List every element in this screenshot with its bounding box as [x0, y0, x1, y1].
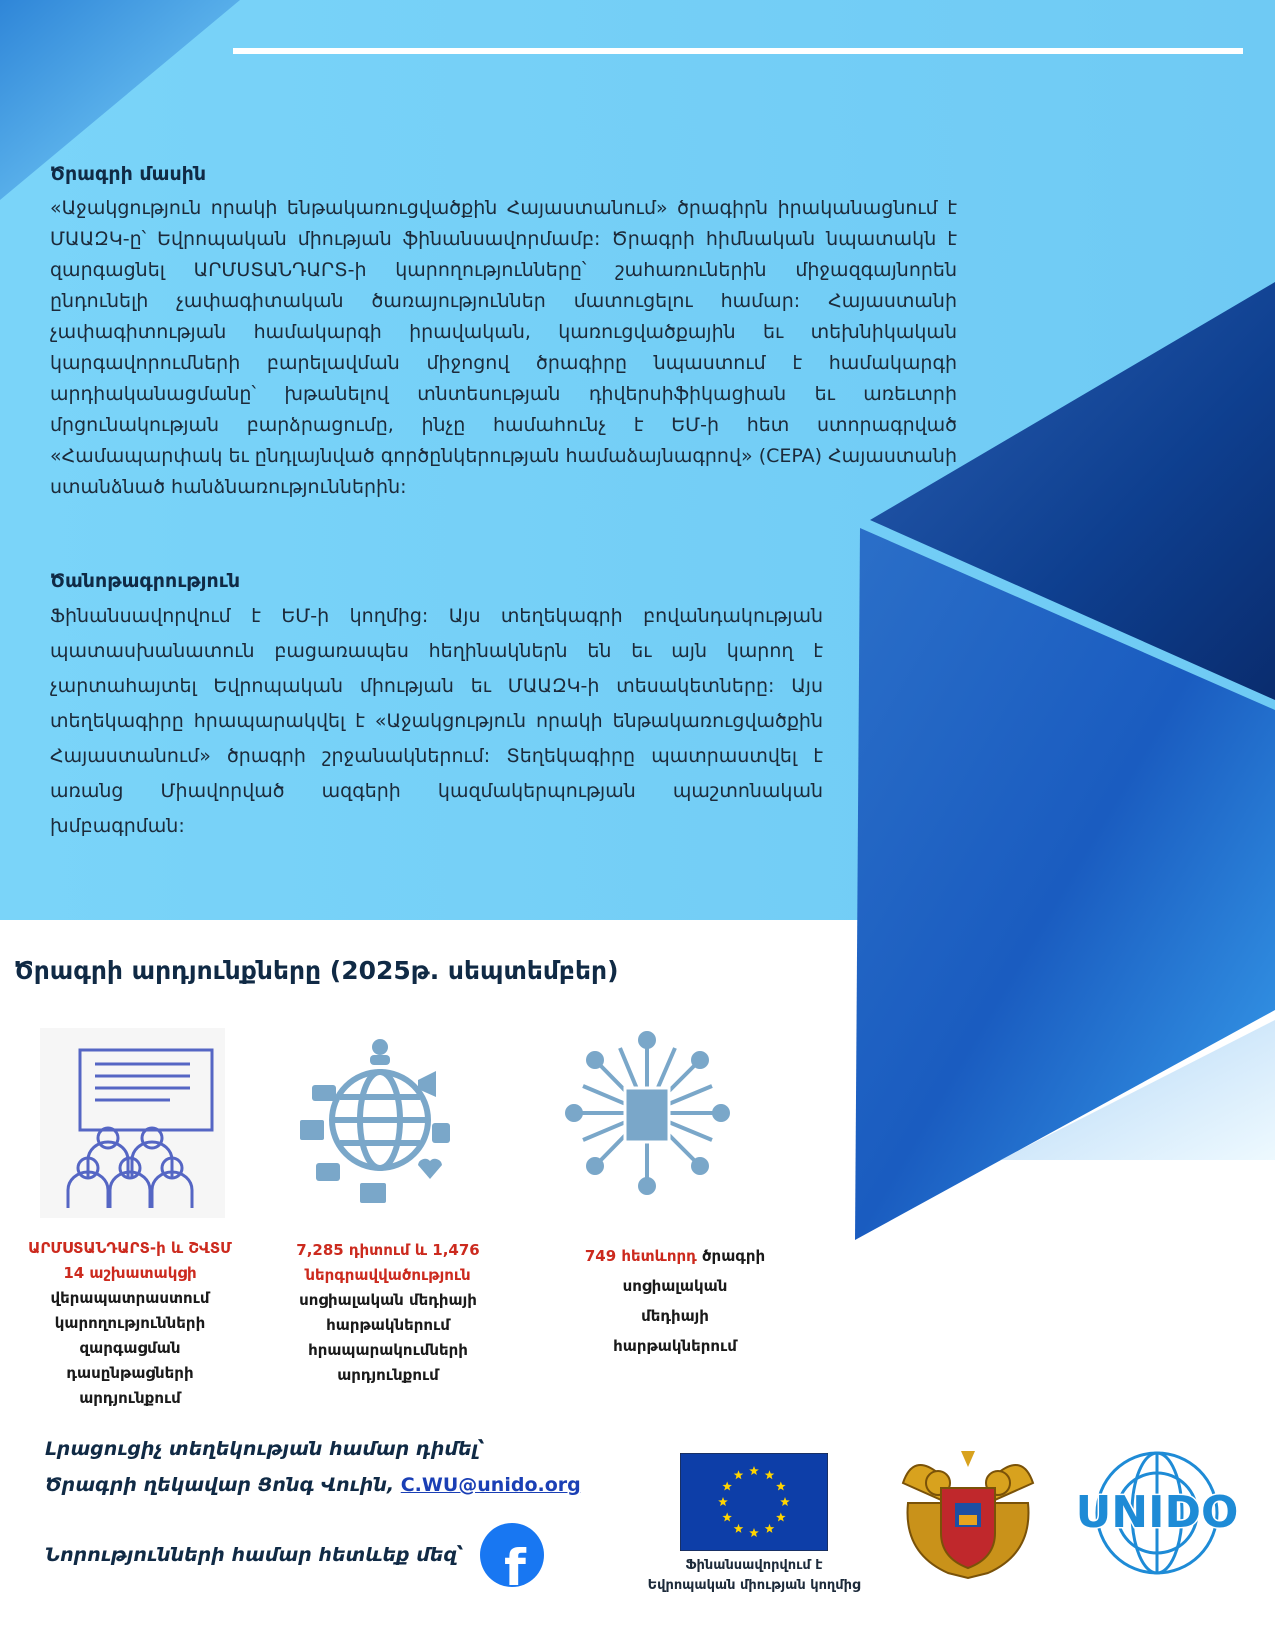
eu-caption [620, 1556, 888, 1596]
result-2-count: ներգրավվածություն [305, 1266, 471, 1284]
top-rule [233, 48, 1243, 54]
eu-caption-line-1: Ֆինանսավորվում է [685, 1558, 823, 1573]
unido-text: UNIDO [1075, 1487, 1239, 1538]
contact-line-1: Լրացուցիչ տեղեկության համար դիմել՝ [45, 1438, 485, 1460]
result-2-highlight: 7,285 դիտում և 1,476 [296, 1241, 480, 1259]
result-1-text: վերապատրաստում կարողությունների զարգացման դասընթացների արդյունքում [50, 1289, 210, 1407]
result-1-highlight: ԱՐՄՍՏԱՆԴԱՐՏ-ի և ՇՎՏՄ [28, 1239, 232, 1257]
result-caption-1 [10, 1236, 250, 1411]
about-text: «Աջակցություն որակի ենթակառուցվածքին Հայաստանում» ծրագիրն իրականացնում է ՄԱԱԶԿ-ը՝ Եվրոպական միության ֆինանսավորմամբ: Ծրագրի հիմնական նպատակն է զարգացնել ԱՐՄՍՏԱՆԴԱՐՏ-ի կարողությունները՝ շահառուներին միջազգայնորեն ընդունելի չափագիտական ծառայություններ մատուցելու համար: Հայաստանի չափագիտության համակարգի իրավական, կառուցվածքային եւ տեխնիկական կարգավորումների բարելավման միջոցով ծրագիրը նպաստում է համակարգի արդիականացմանը՝ խթանելով տնտեսության դիվերսիֆիկացիան եւ առեւտրի մրցունակության բարձրացումը, ինչը համահունչ է ԵՄ-ի հետ ստորագրված «Համապարփակ եւ ընդլայնված գործընկերության համաձայնագրով» (CEPA) Հայաստանի ստանձնած հանձնառություններին: [50, 197, 957, 498]
project-manager-text: Ծրագրի ղեկավար Ցոնգ Վուին, [45, 1474, 401, 1496]
note-text: Ֆինանսավորվում է ԵՄ-ի կողմից: Այս տեղեկագրի բովանդակության պատասխանատուն բացառապես հեղինակներն են եւ այն կարող է չարտահայտել Եվրոպական միության եւ ՄԱԱԶԿ-ի տեսակետները: Այս տեղեկագիրը հրապարակվել է «Աջակցություն որակի ենթակառուցվածքին Հայաստանում» ծրագրի շրջանակներում: Տեղեկագիրը պատրաստվել է առանց Միավորված ազգերի կազմակերպության պաշտոնական խմբագրման: [50, 605, 823, 837]
contact-line-2 [45, 1474, 581, 1496]
social-media-globe-icon [300, 1035, 460, 1210]
result-1-count: 14 աշխատակցի [63, 1264, 197, 1282]
armenia-coat-of-arms-logo [893, 1443, 1043, 1583]
result-caption-3 [560, 1241, 790, 1361]
about-heading: Ծրագրի մասին [50, 163, 207, 185]
results-title: Ծրագրի արդյունքները (2025թ. սեպտեմբեր) [14, 956, 619, 985]
unido-logo [1073, 1443, 1241, 1593]
result-3-highlight: 749 հետևորդ [584, 1247, 697, 1265]
eu-flag-logo [680, 1453, 828, 1551]
facebook-icon[interactable]: f [480, 1523, 544, 1587]
note-heading: Ծանոթագրություն [50, 570, 241, 592]
eu-caption-line-2: Եվրոպական միության կողմից [647, 1578, 861, 1593]
result-3-suffix: ծրագրի [696, 1247, 766, 1265]
document-network-icon [565, 1028, 730, 1198]
contact-line-3: Նորությունների համար հետևեք մեզ՝ [45, 1544, 464, 1566]
training-audience-icon [40, 1028, 225, 1218]
result-2-text: սոցիալական մեդիայի հարթակներում հրապարակումների արդյունքում [299, 1291, 477, 1384]
result-3-text: սոցիալական մեդիայի հարթակներում [613, 1277, 737, 1355]
result-caption-2 [283, 1238, 493, 1388]
email-link[interactable]: C.WU@unido.org [400, 1474, 581, 1496]
